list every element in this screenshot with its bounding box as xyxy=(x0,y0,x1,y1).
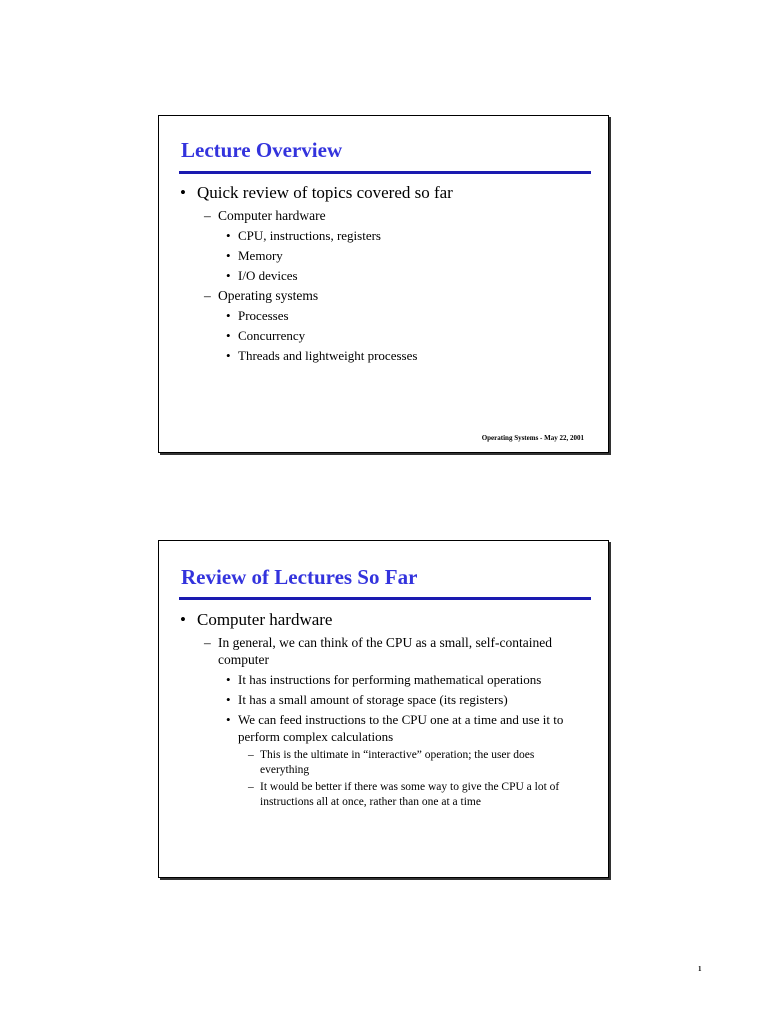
dash-marker: – xyxy=(248,749,254,761)
bullet-text: In general, we can think of the CPU as a small, self-contained computer xyxy=(218,635,553,667)
bullet-text: Processes xyxy=(238,308,289,323)
dash-marker: – xyxy=(204,288,211,303)
bullet-item xyxy=(159,182,608,204)
bullet-marker: • xyxy=(226,268,231,283)
bullet-marker: • xyxy=(226,348,231,363)
bullet-text: Operating systems xyxy=(218,288,319,303)
subbullet-item xyxy=(159,287,608,304)
slide-footer: Operating Systems - May 22, 2001 xyxy=(481,434,584,442)
bullet-marker: • xyxy=(226,712,231,727)
subbullet-item xyxy=(159,207,608,224)
bullet-text: Memory xyxy=(238,248,283,263)
slide-title: Lecture Overview xyxy=(181,138,343,162)
bullet-text: It has a small amount of storage space (its registers) xyxy=(238,692,508,707)
subsubbullet-item xyxy=(159,327,608,344)
bullet-marker: • xyxy=(226,228,231,243)
slide-title: Review of Lectures So Far xyxy=(181,565,418,589)
bullet-text: Quick review of topics covered so far xyxy=(197,183,453,202)
bullet-text: I/O devices xyxy=(238,268,298,283)
subsubbullet-item xyxy=(159,671,608,688)
page-number: 1 xyxy=(698,965,702,973)
bullet-item xyxy=(159,609,608,631)
bullet-marker: • xyxy=(226,692,231,707)
bullet-marker: • xyxy=(226,328,231,343)
title-rule xyxy=(179,171,591,174)
bullet-text: It has instructions for performing mathematical operations xyxy=(238,672,542,687)
bullet-text: We can feed instructions to the CPU one at a time and use it to perform complex calculations xyxy=(238,712,564,744)
title-rule xyxy=(179,597,591,600)
subsubbullet-item xyxy=(159,247,608,264)
slide-content xyxy=(159,609,608,812)
subsubbullet-item xyxy=(159,227,608,244)
bullet-marker: • xyxy=(226,672,231,687)
subsubbullet-item xyxy=(159,691,608,708)
bullet-marker: • xyxy=(180,183,186,202)
subbullet-item xyxy=(159,634,608,668)
bullet-marker: • xyxy=(226,248,231,263)
bullet-text: Concurrency xyxy=(238,328,306,343)
bullet-text: This is the ultimate in “interactive” operation; the user does everything xyxy=(260,749,535,776)
bullet-text: Threads and lightweight processes xyxy=(238,348,418,363)
bullet-marker: • xyxy=(180,610,186,629)
slide-content xyxy=(159,182,608,367)
subsubbullet-item xyxy=(159,347,608,364)
bullet-text: Computer hardware xyxy=(197,610,333,629)
dash-marker: – xyxy=(248,781,254,793)
bullet-text: It would be better if there was some way to give the CPU a lot of instructions all at once, rather than one at a time xyxy=(260,781,560,808)
bullet-marker: • xyxy=(226,308,231,323)
subsubbullet-item xyxy=(159,267,608,284)
dash-marker: – xyxy=(204,208,211,223)
dash-marker: – xyxy=(204,635,211,650)
level4-item xyxy=(159,780,608,810)
bullet-text: CPU, instructions, registers xyxy=(238,228,381,243)
subsubbullet-item xyxy=(159,711,608,745)
slide-lecture-overview xyxy=(158,115,609,453)
subsubbullet-item xyxy=(159,307,608,324)
bullet-text: Computer hardware xyxy=(218,208,326,223)
level4-item xyxy=(159,748,608,778)
slide-review-of-lectures xyxy=(158,540,609,878)
